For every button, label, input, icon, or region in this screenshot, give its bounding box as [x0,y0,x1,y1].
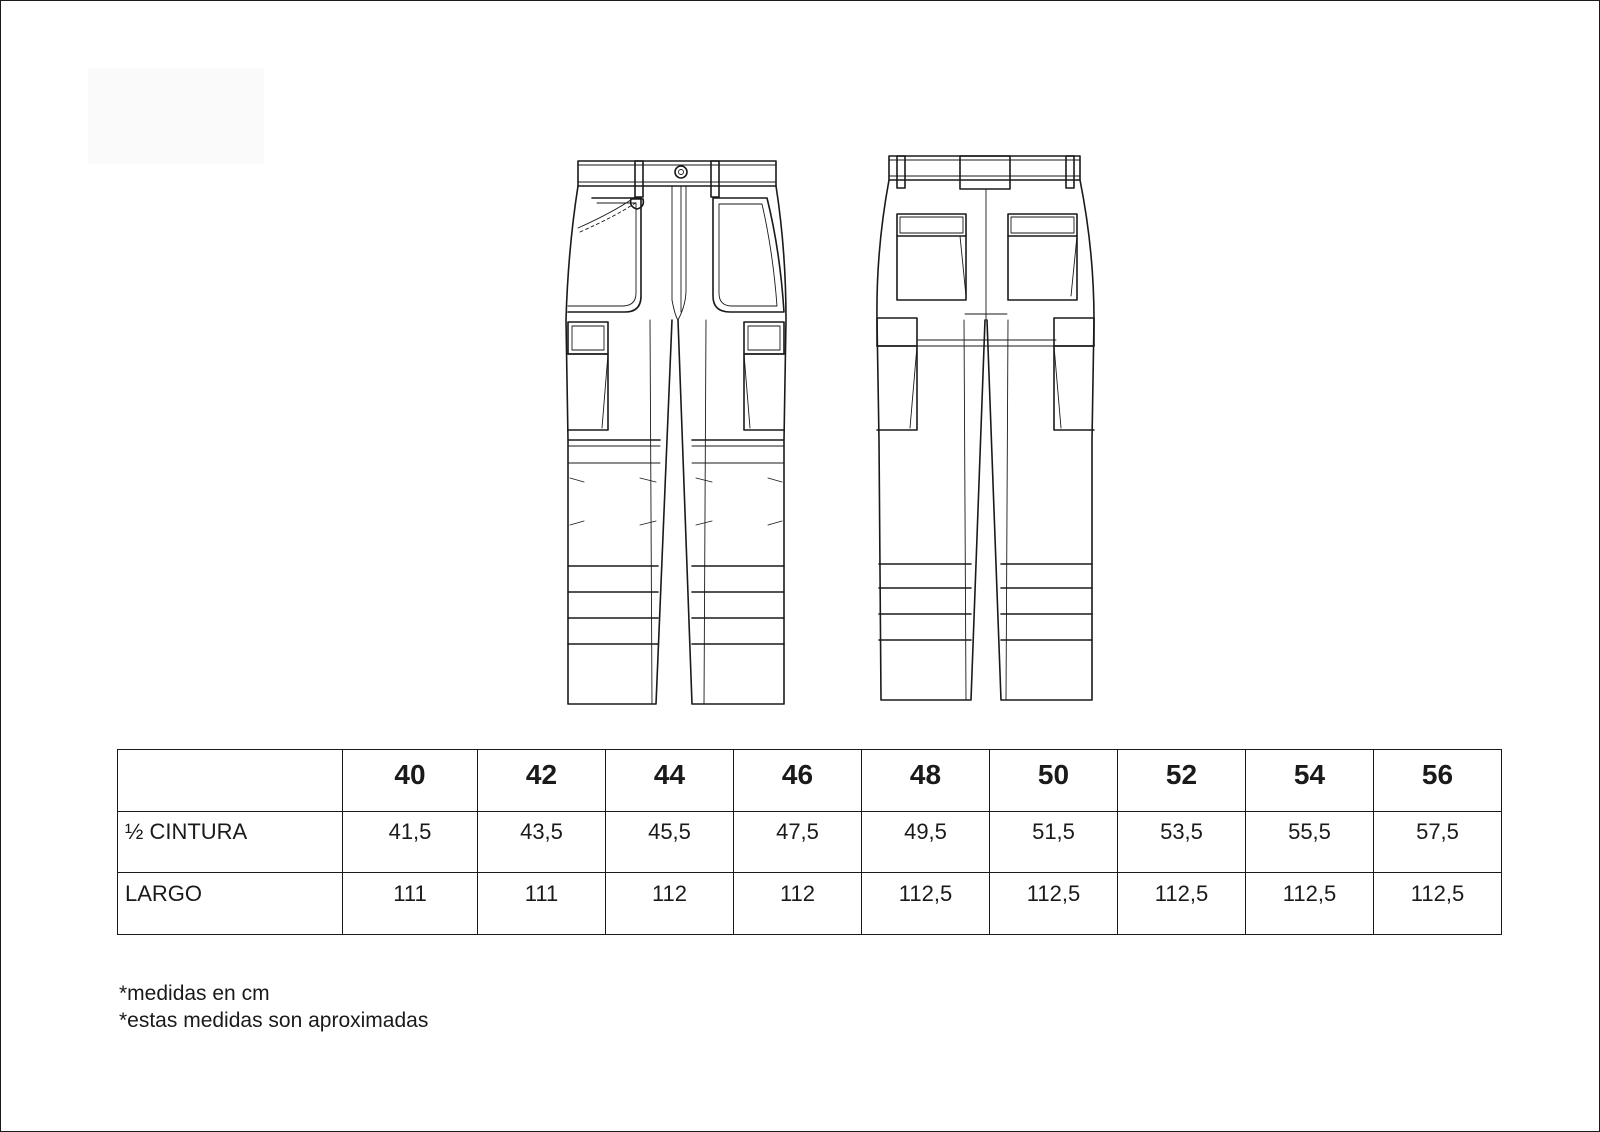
row-label-length: LARGO [118,873,343,935]
table-cell: 53,5 [1118,811,1246,873]
corner-cell [118,750,343,812]
table-cell: 112,5 [1374,873,1502,935]
length-row [118,873,1502,935]
back-cargo-flap-right [1054,318,1094,346]
size-header-cell: 46 [734,750,862,812]
table-cell: 55,5 [1246,811,1374,873]
size-header-cell: 48 [862,750,990,812]
front-button-icon [675,166,687,178]
size-header-cell: 52 [1118,750,1246,812]
table-cell: 49,5 [862,811,990,873]
size-header-cell: 40 [343,750,478,812]
table-cell: 57,5 [1374,811,1502,873]
table-cell: 112,5 [990,873,1118,935]
back-center-panel [960,156,1010,189]
trousers-back-view [877,156,1094,700]
back-belt-loop-left [897,156,905,188]
size-header-cell: 56 [1374,750,1502,812]
row-label-waist: ½ CINTURA [118,811,343,873]
table-cell: 111 [478,873,606,935]
size-header-cell: 54 [1246,750,1374,812]
back-left-leg [877,180,985,700]
back-pocket-left [897,236,966,300]
size-header-cell: 50 [990,750,1118,812]
table-cell: 112 [606,873,734,935]
table-cell: 112,5 [1118,873,1246,935]
table-cell: 41,5 [343,811,478,873]
cargo-flap-right [744,322,784,354]
front-pocket-left [578,197,635,228]
front-right-leg [678,186,786,704]
back-belt-loop-right [1066,156,1074,188]
front-belt-loop-left [635,161,643,197]
back-cargo-flap-left [877,318,917,346]
front-patch-right [713,198,784,312]
cargo-pocket-left [568,354,608,430]
table-cell: 111 [343,873,478,935]
front-left-leg [566,186,672,704]
table-cell: 43,5 [478,811,606,873]
footnotes [119,980,428,1034]
back-right-leg [987,180,1094,700]
table-cell: 112,5 [1246,873,1374,935]
table-cell: 51,5 [990,811,1118,873]
table-cell: 112 [734,873,862,935]
size-chart-table [117,749,1502,935]
knee-pad-slots [570,478,782,482]
table-cell: 112,5 [862,873,990,935]
footnote-units: *medidas en cm [119,982,270,1005]
waist-row [118,811,1502,873]
footnote-approximate: *estas medidas son aproximadas [119,1009,429,1032]
size-header-row [118,750,1502,812]
size-header-cell: 42 [478,750,606,812]
cargo-flap-left [568,322,608,354]
table-cell: 45,5 [606,811,734,873]
front-belt-loop-right [711,161,719,197]
cargo-pocket-right [744,354,784,430]
front-fly [672,186,678,320]
back-pocket-right [1008,236,1077,300]
trousers-front-view [566,161,786,704]
table-cell: 47,5 [734,811,862,873]
size-header-cell: 44 [606,750,734,812]
